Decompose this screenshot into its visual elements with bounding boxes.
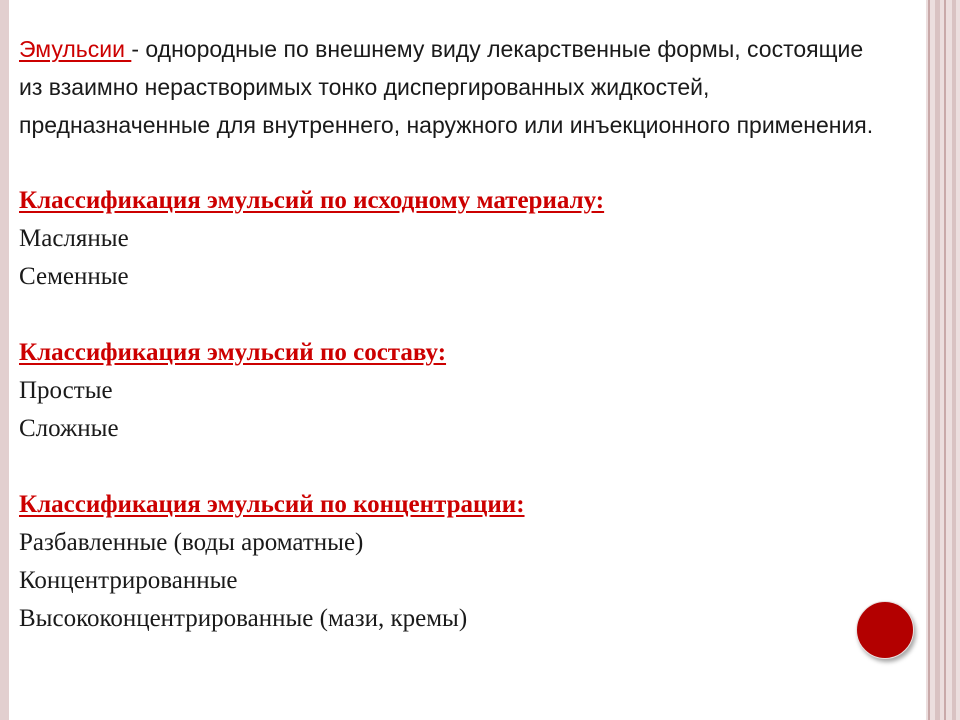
red-circle-decoration — [856, 601, 914, 659]
classification-section-concentration — [19, 486, 879, 638]
section-heading: Классификация эмульсий по исходному материалу: — [19, 187, 605, 214]
section-heading: Классификация эмульсий по составу: — [19, 339, 447, 366]
slide-content — [19, 30, 879, 638]
stripe — [952, 0, 956, 720]
definition-text: - однородные по внешнему виду лекарственные формы, состоящие из взаимно нерастворимых тонко диспергированных жидкостей, предназначенные для внутреннего, наружного или инъекционного применения. — [19, 36, 874, 138]
list-item: Концентрированные — [19, 567, 238, 594]
list-item: Простые — [19, 377, 113, 404]
list-item: Масляные — [19, 225, 129, 252]
list-item: Разбавленные (воды ароматные) — [19, 529, 364, 556]
list-item: Семенные — [19, 263, 129, 290]
list-item: Высококонцентрированные (мази, кремы) — [19, 605, 468, 632]
definition-term: Эмульсии — [19, 36, 132, 62]
stripe — [935, 0, 940, 720]
right-stripe-decoration — [926, 0, 960, 720]
list-item: Сложные — [19, 415, 119, 442]
stripe — [944, 0, 946, 720]
section-heading: Классификация эмульсий по концентрации: — [19, 491, 525, 518]
left-border-decoration — [0, 0, 9, 720]
stripe — [928, 0, 930, 720]
definition-paragraph — [19, 30, 879, 144]
classification-section-material — [19, 182, 879, 296]
classification-section-composition — [19, 334, 879, 448]
